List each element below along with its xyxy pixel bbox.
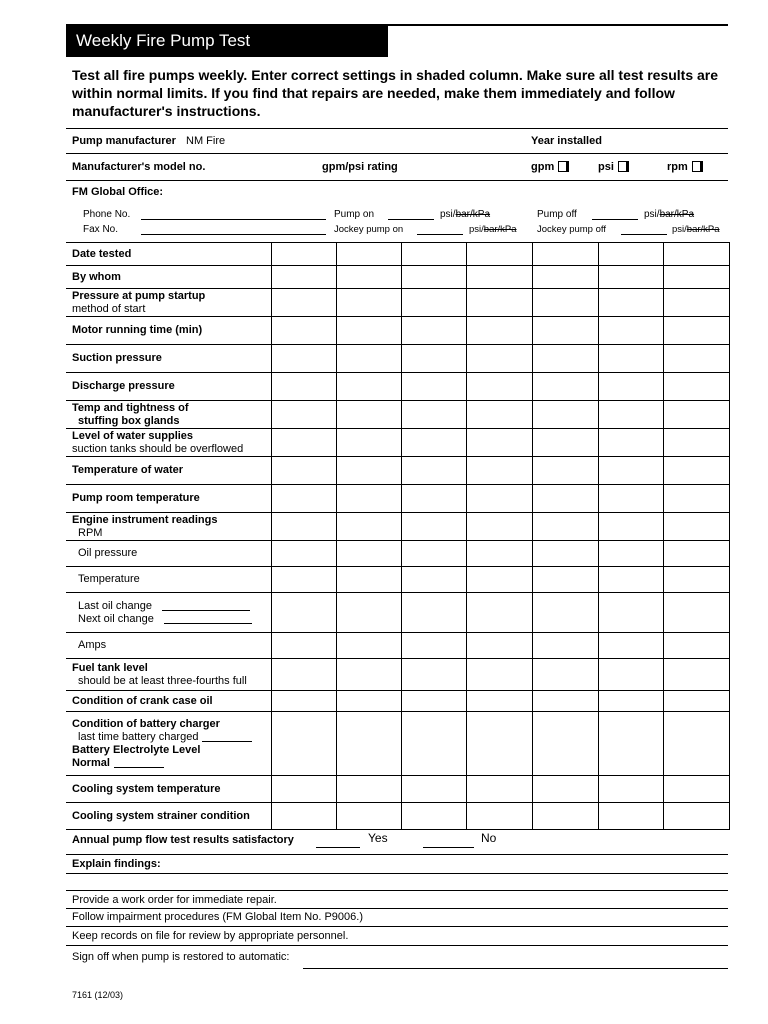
jockey-pump-off-unit: psi/bar/kPa (672, 224, 720, 235)
row-label (72, 810, 271, 823)
entry-cell[interactable] (271, 712, 336, 776)
entry-cell[interactable] (271, 373, 336, 401)
entry-cell[interactable] (401, 243, 466, 266)
entry-cell[interactable] (466, 691, 532, 712)
entry-cell[interactable] (466, 513, 532, 541)
gpm-psi-rating-label: gpm/psi rating (322, 161, 398, 173)
row-label (72, 290, 271, 303)
entry-cell[interactable] (336, 429, 401, 457)
entry-cell[interactable] (401, 633, 466, 659)
table-row (66, 457, 729, 485)
entry-cell[interactable] (466, 266, 532, 289)
entry-cell[interactable] (271, 289, 336, 317)
divider (66, 180, 728, 181)
table-row (66, 659, 729, 691)
model-no-label: Manufacturer's model no. (72, 161, 206, 173)
table-row (66, 373, 729, 401)
entry-cell[interactable] (401, 457, 466, 485)
entry-cell[interactable] (401, 289, 466, 317)
entry-cell[interactable] (336, 567, 401, 593)
fill-line[interactable] (202, 741, 252, 742)
row-label-text: Engine instrument readings (72, 513, 218, 526)
entry-cell[interactable] (271, 776, 336, 803)
entry-cell[interactable] (532, 659, 598, 691)
entry-cell[interactable] (401, 776, 466, 803)
annual-no-field[interactable] (423, 847, 474, 848)
row-label-text: Next oil change (78, 612, 154, 625)
entry-cell[interactable] (271, 266, 336, 289)
row-label (72, 639, 271, 652)
entry-cell[interactable] (401, 345, 466, 373)
entry-cell[interactable] (401, 373, 466, 401)
entry-cell[interactable] (401, 567, 466, 593)
page-title: Weekly Fire Pump Test (76, 31, 251, 50)
entry-cell[interactable] (532, 776, 598, 803)
row-label-text: suction tanks should be overflowed (72, 442, 244, 455)
row-label (72, 675, 271, 688)
entry-cell[interactable] (532, 243, 598, 266)
table-row (66, 567, 729, 593)
row-label-text: Last oil change (78, 599, 152, 612)
row-label-cell (66, 691, 271, 712)
row-label-cell (66, 317, 271, 345)
entry-cell[interactable] (598, 243, 663, 266)
entry-cell[interactable] (532, 457, 598, 485)
row-label-cell (66, 289, 271, 317)
entry-cell[interactable] (466, 712, 532, 776)
entry-cell[interactable] (466, 803, 532, 830)
row-label (72, 744, 271, 757)
row-label-text: By whom (72, 270, 121, 283)
entry-cell[interactable] (401, 485, 466, 513)
entry-cell[interactable] (532, 567, 598, 593)
entry-cell[interactable] (271, 567, 336, 593)
row-label (72, 718, 271, 731)
entry-cell[interactable] (271, 513, 336, 541)
divider (66, 908, 728, 909)
jockey-pump-off-field[interactable] (621, 234, 667, 235)
row-label-cell (66, 659, 271, 691)
entry-cell[interactable] (336, 776, 401, 803)
pump-off-unit: psi/bar/kPa (644, 209, 695, 220)
row-label-cell (66, 485, 271, 513)
entry-cell[interactable] (271, 317, 336, 345)
row-label-text: RPM (78, 526, 103, 539)
table-row (66, 317, 729, 345)
entry-cell[interactable] (336, 289, 401, 317)
row-label-text: Suction pressure (72, 352, 162, 364)
entry-cell[interactable] (532, 633, 598, 659)
row-label-cell (66, 803, 271, 830)
entry-cell[interactable] (271, 429, 336, 457)
row-label-cell (66, 633, 271, 659)
entry-cell[interactable] (532, 485, 598, 513)
row-label-text: last time battery charged (78, 730, 199, 743)
entry-cell[interactable] (532, 593, 598, 633)
row-label (72, 271, 271, 284)
row-label (72, 492, 271, 505)
entry-cell[interactable] (271, 691, 336, 712)
row-label-text: Oil pressure (78, 547, 138, 559)
row-label-cell (66, 776, 271, 803)
entry-cell[interactable] (401, 659, 466, 691)
fax-no-label: Fax No. (83, 224, 119, 235)
entry-cell[interactable] (598, 659, 663, 691)
entry-cell[interactable] (271, 243, 336, 266)
row-label (72, 613, 271, 626)
row-label (72, 757, 271, 770)
row-label-text: Level of water supplies (72, 429, 194, 442)
table-row (66, 266, 729, 289)
entry-cell[interactable] (271, 345, 336, 373)
entry-cell[interactable] (336, 803, 401, 830)
entry-cell[interactable] (466, 401, 532, 429)
entry-cell[interactable] (401, 317, 466, 345)
row-label-text: Amps (78, 639, 107, 651)
row-label-text: Fuel tank level (72, 661, 148, 674)
row-label-text: Temperature (78, 573, 140, 585)
rpm-checkbox-label[interactable]: rpm (667, 161, 703, 174)
entry-cell[interactable] (336, 317, 401, 345)
entry-cell[interactable] (336, 513, 401, 541)
table-row (66, 712, 729, 776)
entry-cell[interactable] (598, 513, 663, 541)
entry-cell[interactable] (466, 373, 532, 401)
table-row (66, 345, 729, 373)
rpm-checkbox[interactable] (692, 161, 703, 172)
row-label-cell (66, 712, 271, 776)
row-label-text: method of start (72, 302, 146, 315)
divider (66, 926, 728, 927)
entry-cell[interactable] (532, 266, 598, 289)
row-label-text: Cooling system strainer condition (72, 809, 250, 822)
entry-cell[interactable] (598, 712, 663, 776)
entry-cell[interactable] (663, 289, 729, 317)
divider (66, 153, 728, 154)
entry-cell[interactable] (336, 373, 401, 401)
entry-cell[interactable] (466, 541, 532, 567)
table-row (66, 776, 729, 803)
entry-cell[interactable] (532, 401, 598, 429)
annual-yes-field[interactable] (316, 847, 360, 848)
entry-cell[interactable] (401, 593, 466, 633)
entry-cell[interactable] (663, 485, 729, 513)
row-label-cell (66, 593, 271, 633)
row-label (72, 352, 271, 365)
entry-cell[interactable] (336, 243, 401, 266)
entry-cell[interactable] (336, 457, 401, 485)
entry-cell[interactable] (466, 289, 532, 317)
row-label-cell (66, 373, 271, 401)
entry-cell[interactable] (271, 541, 336, 567)
entry-cell[interactable] (336, 345, 401, 373)
entry-cell[interactable] (336, 401, 401, 429)
entry-cell[interactable] (466, 485, 532, 513)
entry-cell[interactable] (532, 317, 598, 345)
pump-on-label: Pump on (334, 209, 375, 220)
entry-cell[interactable] (663, 659, 729, 691)
entry-cell[interactable] (271, 593, 336, 633)
row-label (72, 415, 271, 428)
entry-cell[interactable] (663, 803, 729, 830)
entry-cell[interactable] (663, 712, 729, 776)
entry-cell[interactable] (598, 485, 663, 513)
row-label-cell (66, 513, 271, 541)
row-label (72, 303, 271, 316)
entry-cell[interactable] (401, 691, 466, 712)
entry-cell[interactable] (663, 776, 729, 803)
fill-line[interactable] (164, 623, 252, 624)
row-label (72, 443, 271, 456)
entry-cell[interactable] (401, 803, 466, 830)
row-label (72, 600, 271, 613)
entry-cell[interactable] (466, 659, 532, 691)
explain-findings-label: Explain findings: (72, 858, 161, 870)
row-label (72, 731, 271, 744)
entry-cell[interactable] (663, 266, 729, 289)
row-label (72, 514, 271, 527)
entry-cell[interactable] (663, 633, 729, 659)
row-label-text: Pump room temperature (72, 492, 200, 504)
table-row (66, 633, 729, 659)
entry-cell[interactable] (401, 266, 466, 289)
entry-cell[interactable] (663, 429, 729, 457)
entry-cell[interactable] (663, 457, 729, 485)
entry-cell[interactable] (598, 567, 663, 593)
entry-cell[interactable] (336, 485, 401, 513)
entry-cell[interactable] (401, 429, 466, 457)
row-label (72, 547, 271, 560)
entry-cell[interactable] (598, 633, 663, 659)
fill-line[interactable] (114, 767, 164, 768)
annual-yes-label: Yes (368, 831, 388, 845)
row-label-text: Condition of crank case oil (72, 694, 213, 707)
entry-cell[interactable] (271, 401, 336, 429)
divider (66, 128, 728, 129)
psi-checkbox[interactable] (618, 161, 629, 172)
gpm-checkbox-label[interactable]: gpm (531, 161, 569, 174)
entry-cell[interactable] (598, 593, 663, 633)
row-label-text: stuffing box glands (78, 414, 180, 427)
entry-cell[interactable] (663, 317, 729, 345)
pump-manufacturer-value[interactable]: NM Fire (186, 135, 226, 147)
row-label (72, 324, 271, 337)
form-number: 7161 (12/03) (72, 990, 124, 1000)
row-label-text: Date tested (72, 247, 132, 260)
records-note: Keep records on file for review by appropriate personnel. (72, 930, 349, 942)
row-label-cell (66, 266, 271, 289)
entry-cell[interactable] (466, 567, 532, 593)
fill-line[interactable] (162, 610, 250, 611)
entry-cell[interactable] (598, 289, 663, 317)
entry-cell[interactable] (466, 457, 532, 485)
row-label-text: Cooling system temperature (72, 782, 221, 795)
year-installed-label: Year installed (531, 135, 602, 147)
work-order-note: Provide a work order for immediate repair. (72, 894, 277, 906)
row-label (72, 380, 271, 393)
pump-manufacturer-label: Pump manufacturer (72, 135, 176, 147)
entry-cell[interactable] (663, 541, 729, 567)
jockey-pump-on-unit: psi/bar/kPa (469, 224, 517, 235)
row-label (72, 662, 271, 675)
annual-flow-test-label: Annual pump flow test results satisfactory (72, 834, 294, 846)
entry-cell[interactable] (532, 289, 598, 317)
entry-cell[interactable] (598, 541, 663, 567)
sign-off-field[interactable] (303, 968, 728, 969)
entry-cell[interactable] (466, 593, 532, 633)
table-row (66, 289, 729, 317)
phone-no-field[interactable] (141, 219, 326, 220)
entry-cell[interactable] (663, 593, 729, 633)
entry-cell[interactable] (466, 429, 532, 457)
annual-no-label: No (481, 831, 497, 845)
entry-cell[interactable] (663, 691, 729, 712)
table-row (66, 513, 729, 541)
row-label-cell (66, 401, 271, 429)
row-label-text: should be at least three-fourths full (78, 674, 247, 687)
row-label (72, 527, 271, 540)
entry-cell[interactable] (401, 541, 466, 567)
table-row (66, 243, 729, 266)
row-label-text: Pressure at pump startup (72, 289, 206, 302)
entry-cell[interactable] (532, 541, 598, 567)
jockey-pump-on-label: Jockey pump on (334, 224, 404, 235)
row-label (72, 248, 271, 261)
impairment-note: Follow impairment procedures (FM Global Item No. P9006.) (72, 911, 363, 923)
row-label-cell (66, 541, 271, 567)
entry-cell[interactable] (532, 513, 598, 541)
pump-off-label: Pump off (537, 209, 577, 220)
entry-cell[interactable] (401, 401, 466, 429)
row-label (72, 430, 271, 443)
explain-findings-line[interactable] (66, 873, 728, 874)
table-row (66, 485, 729, 513)
row-label-text: Condition of battery charger (72, 717, 220, 730)
row-label (72, 783, 271, 796)
table-row (66, 803, 729, 830)
entry-cell[interactable] (598, 776, 663, 803)
entry-cell[interactable] (598, 457, 663, 485)
entry-cell[interactable] (336, 691, 401, 712)
entry-cell[interactable] (271, 633, 336, 659)
entry-cell[interactable] (598, 401, 663, 429)
entry-cell[interactable] (532, 691, 598, 712)
entry-cell[interactable] (336, 659, 401, 691)
explain-findings-line[interactable] (66, 890, 728, 891)
entry-cell[interactable] (401, 513, 466, 541)
entry-cell[interactable] (598, 803, 663, 830)
entry-cell[interactable] (466, 633, 532, 659)
entry-cell[interactable] (532, 429, 598, 457)
entry-cell[interactable] (466, 317, 532, 345)
pump-on-unit: psi/bar/kPa (440, 209, 491, 220)
entry-cell[interactable] (336, 633, 401, 659)
divider (66, 854, 728, 855)
row-label (72, 402, 271, 415)
phone-no-label: Phone No. (83, 209, 131, 220)
table-row (66, 401, 729, 429)
row-label (72, 464, 271, 477)
entry-cell[interactable] (532, 803, 598, 830)
entry-cell[interactable] (663, 567, 729, 593)
entry-cell[interactable] (466, 776, 532, 803)
entry-cell[interactable] (466, 243, 532, 266)
jockey-pump-off-label: Jockey pump off (537, 224, 607, 235)
entry-cell[interactable] (271, 659, 336, 691)
entry-cell[interactable] (598, 345, 663, 373)
entry-cell[interactable] (663, 513, 729, 541)
entry-cell[interactable] (598, 266, 663, 289)
row-label-text: Temp and tightness of (72, 401, 189, 414)
row-label-cell (66, 345, 271, 373)
row-label (72, 695, 271, 708)
pump-off-field[interactable] (592, 219, 638, 220)
row-label (72, 573, 271, 586)
entry-cell[interactable] (336, 712, 401, 776)
sign-off-label: Sign off when pump is restored to automatic: (72, 951, 290, 963)
entry-cell[interactable] (598, 691, 663, 712)
entry-cell[interactable] (466, 345, 532, 373)
test-log-table (66, 242, 730, 830)
entry-cell[interactable] (336, 593, 401, 633)
entry-cell[interactable] (336, 266, 401, 289)
entry-cell[interactable] (663, 373, 729, 401)
entry-cell[interactable] (598, 373, 663, 401)
row-label-cell (66, 429, 271, 457)
table-row (66, 593, 729, 633)
entry-cell[interactable] (532, 373, 598, 401)
psi-checkbox-label[interactable]: psi (598, 161, 629, 174)
entry-cell[interactable] (663, 401, 729, 429)
row-label-cell (66, 457, 271, 485)
fm-global-office-label: FM Global Office: (72, 186, 164, 198)
row-label-text: Motor running time (min) (72, 324, 203, 336)
divider (66, 945, 728, 946)
row-label-text: Temperature of water (72, 464, 184, 476)
entry-cell[interactable] (401, 712, 466, 776)
row-label-cell (66, 567, 271, 593)
entry-cell[interactable] (598, 429, 663, 457)
entry-cell[interactable] (271, 803, 336, 830)
entry-cell[interactable] (663, 243, 729, 266)
gpm-checkbox[interactable] (558, 161, 569, 172)
table-row (66, 429, 729, 457)
jockey-pump-on-field[interactable] (417, 234, 463, 235)
entry-cell[interactable] (336, 541, 401, 567)
row-label-text: Normal (72, 756, 110, 769)
table-row (66, 691, 729, 712)
fax-no-field[interactable] (141, 234, 326, 235)
entry-cell[interactable] (271, 457, 336, 485)
pump-on-field[interactable] (388, 219, 434, 220)
entry-cell[interactable] (663, 345, 729, 373)
entry-cell[interactable] (532, 345, 598, 373)
instructions: Test all fire pumps weekly. Enter correct settings in shaded column. Make sure all test results are within normal limits. If you find that repairs are needed, make them immediately and follow manufacturer's instructions. (72, 67, 719, 119)
entry-cell[interactable] (271, 485, 336, 513)
table-row (66, 541, 729, 567)
row-label-text: Discharge pressure (72, 380, 175, 392)
row-label-text: Battery Electrolyte Level (72, 743, 201, 756)
entry-cell[interactable] (532, 712, 598, 776)
row-label-cell (66, 243, 271, 266)
entry-cell[interactable] (598, 317, 663, 345)
